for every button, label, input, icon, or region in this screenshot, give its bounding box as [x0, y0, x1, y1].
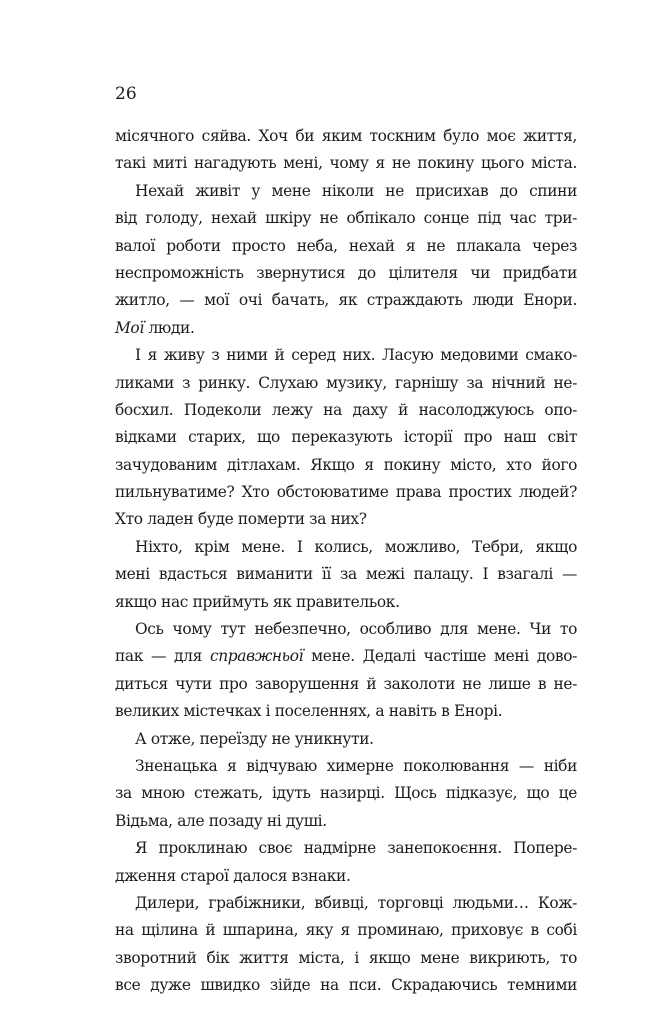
- text-line: [115, 233, 577, 260]
- text-segment: А отже, переїзду не уникнути.: [135, 729, 374, 748]
- text-line: [115, 561, 577, 588]
- text-line: [115, 534, 577, 561]
- text-line: [115, 315, 577, 342]
- text-line: [115, 342, 577, 369]
- text-line: [115, 780, 577, 807]
- text-line: [115, 917, 577, 944]
- text-segment: за мною стежать, ідуть назирці. Щось підказує, що це: [115, 784, 577, 803]
- text-line: [115, 370, 577, 397]
- text-line: [115, 671, 577, 698]
- text-line: [115, 589, 577, 616]
- text-line: [115, 753, 577, 780]
- text-line: [115, 643, 577, 670]
- text-segment: на щілина й шпарина, яку я проминаю, приховує в собі: [115, 921, 577, 940]
- text-line: [115, 452, 577, 479]
- text-segment: босхил. Подеколи лежу на даху й насолоджуюсь опо-: [115, 400, 577, 419]
- italic-emphasis: справжньої: [209, 647, 304, 666]
- text-segment: Я проклинаю своє надмірне занепокоєння. Попере-: [135, 839, 577, 858]
- text-line: [115, 972, 577, 999]
- text-segment: зворотний бік життя міста, і якщо мене викриють, то: [115, 948, 577, 967]
- text-segment: ликами з ринку. Слухаю музику, гарнішу за нічний не-: [115, 373, 577, 392]
- text-line: [115, 863, 577, 890]
- text-line: [115, 506, 577, 533]
- text-segment: Хто ладен буде померти за них?: [115, 510, 367, 529]
- text-segment: Відьма, але позаду ні душі.: [115, 811, 327, 830]
- text-segment: від голоду, нехай шкіру не обпікало сонце під час три-: [115, 209, 577, 228]
- text-segment: мені вдасться виманити її за межі палацу. І взагалі —: [115, 565, 577, 584]
- text-line: [115, 150, 577, 177]
- text-line: [115, 178, 577, 205]
- text-segment: диться чути про заворушення й заколоти не лише в не-: [115, 674, 577, 693]
- page-number: 26: [115, 84, 137, 104]
- text-segment: пильнуватиме? Хто обстоюватиме права простих людей?: [115, 483, 577, 502]
- text-segment: люди.: [143, 318, 195, 337]
- text-segment: Дилери, грабіжники, вбивці, торговці людьми… Кож-: [135, 893, 577, 912]
- text-segment: великих містечках і поселеннях, а навіть в Енорі.: [115, 702, 503, 721]
- text-line: [115, 123, 577, 150]
- text-line: [115, 479, 577, 506]
- text-segment: пак — для: [115, 647, 210, 666]
- text-segment: місячного сяйва. Хоч би яким тоскним було моє життя,: [115, 127, 577, 145]
- text-segment: дження старої далося взнаки.: [115, 866, 351, 885]
- text-line: [115, 397, 577, 424]
- text-segment: зачудованим дітлахам. Якщо я покину місто, хто його: [115, 455, 577, 474]
- text-segment: І я живу з ними й серед них. Ласую медовими смако-: [135, 346, 577, 365]
- text-segment: Зненацька я відчуваю химерне поколювання — ніби: [135, 756, 577, 775]
- text-line: [115, 424, 577, 451]
- text-line: [115, 835, 577, 862]
- text-line: [115, 205, 577, 232]
- text-segment: мене. Дедалі частіше мені дово-: [303, 647, 578, 666]
- text-line: [115, 726, 577, 753]
- text-line: [115, 260, 577, 287]
- text-segment: такі миті нагадують мені, чому я не покину цього міста.: [115, 154, 577, 173]
- text-line: [115, 287, 577, 314]
- text-segment: Ось чому тут небезпечно, особливо для мене. Чи то: [135, 620, 577, 639]
- text-segment: відками старих, що переказують історії про наш світ: [115, 428, 577, 447]
- body-text: [115, 123, 577, 1000]
- text-line: [115, 698, 577, 725]
- text-line: [115, 808, 577, 835]
- text-line: [115, 945, 577, 972]
- text-line: [115, 890, 577, 917]
- text-segment: Ніхто, крім мене. І колись, можливо, Тебри, якщо: [135, 537, 577, 556]
- text-segment: валої роботи просто неба, нехай я не плакала через: [115, 236, 577, 255]
- text-line: [115, 616, 577, 643]
- text-segment: неспроможність звернутися до цілителя чи придбати: [115, 263, 577, 282]
- text-segment: житло, — мої очі бачать, як страждають люди Енори.: [115, 291, 577, 310]
- italic-emphasis: Мої: [115, 318, 144, 337]
- text-segment: все дуже швидко зійде на пси. Скрадаючись темними: [115, 976, 577, 995]
- text-segment: Нехай живіт у мене ніколи не присихав до спини: [135, 181, 577, 200]
- text-segment: якщо нас приймуть як правительок.: [115, 592, 400, 611]
